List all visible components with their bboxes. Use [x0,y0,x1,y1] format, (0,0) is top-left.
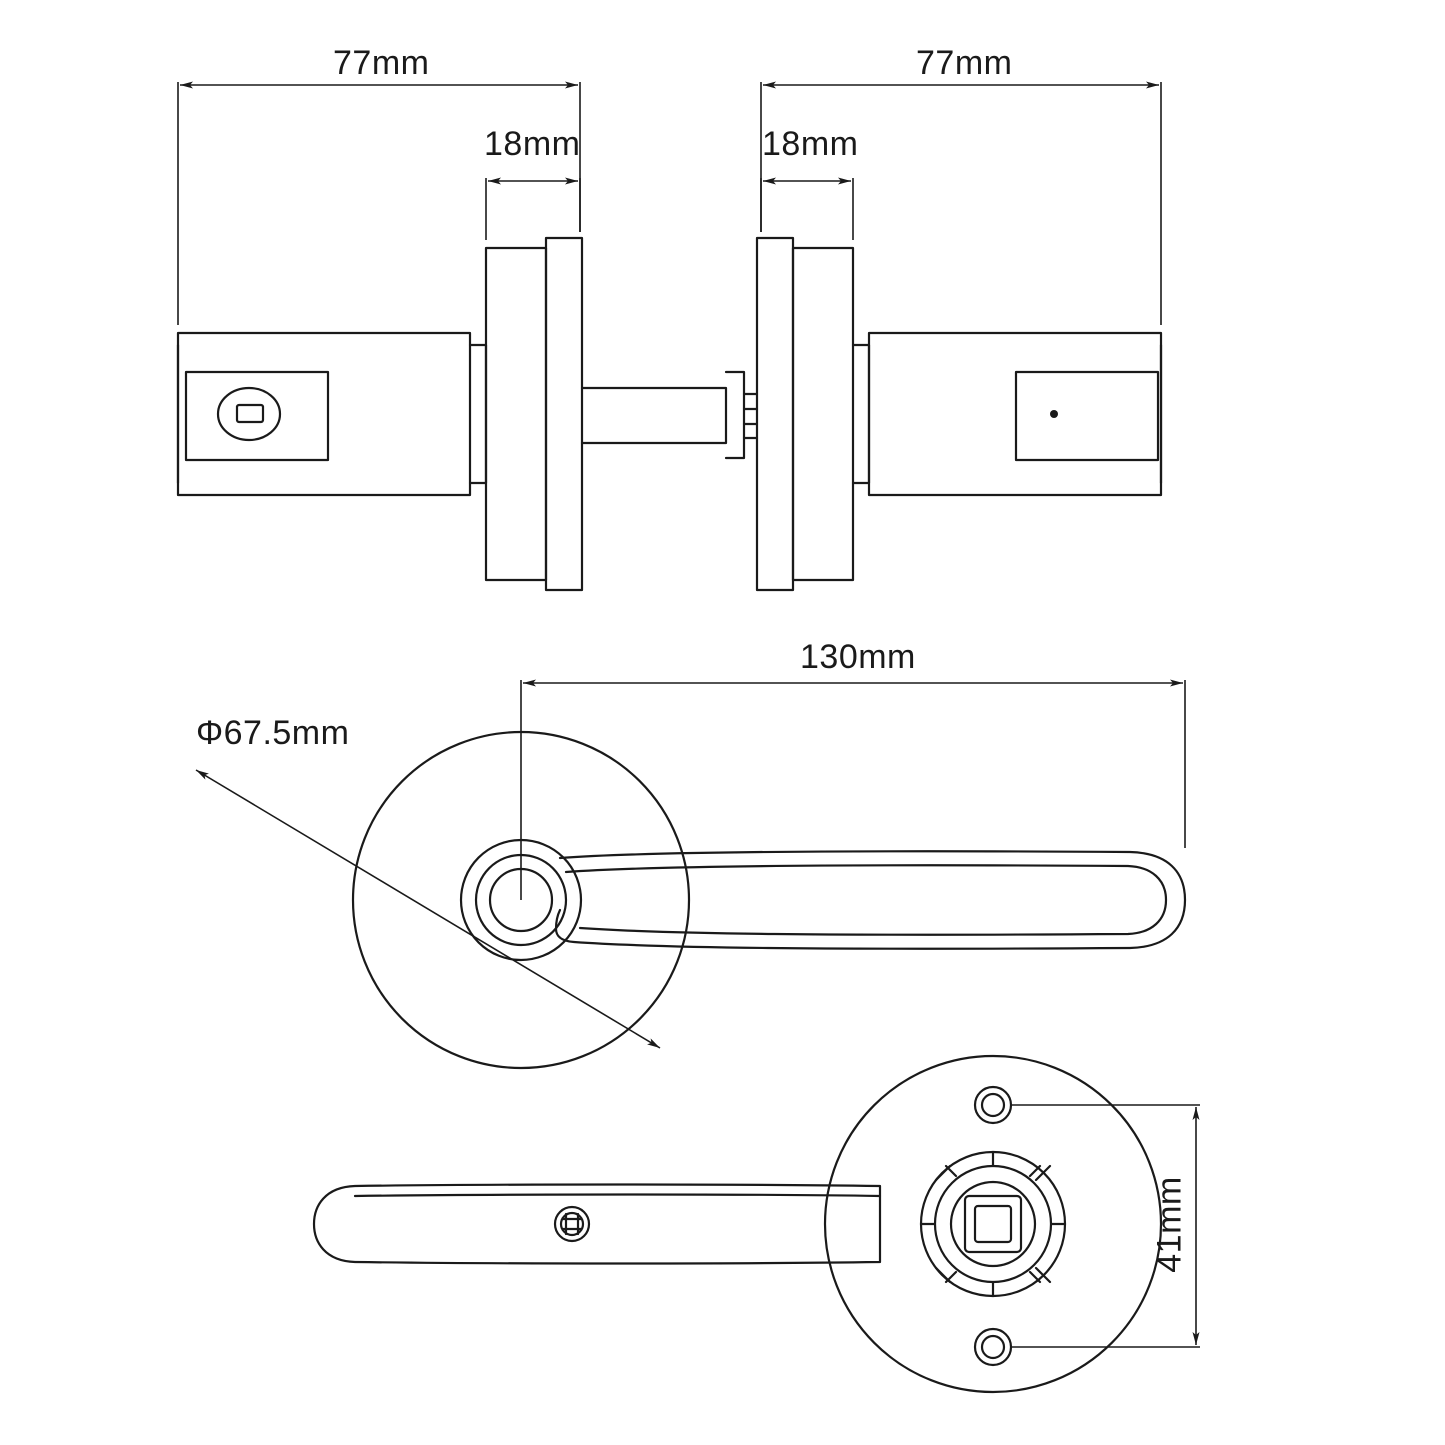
dimension-label-right-width: 77mm [916,44,1013,82]
lever-underside-geometry [314,1185,880,1264]
dimension-label-right-thickness: 18mm [762,125,859,163]
rear-rosette-spindle-geometry [825,1056,1161,1392]
dimension-label-screw-spacing: 41mm [1150,1176,1189,1273]
dimension-label-lever-length: 130mm [800,638,916,676]
dimension-label-rosette-diameter: Φ67.5mm [196,714,350,752]
front-rosette-lever-geometry [353,732,1185,1068]
side-elevation-geometry [178,238,1161,590]
dimension-label-left-thickness: 18mm [484,125,581,163]
side-elevation-dimension-lines [178,82,1161,325]
dimension-label-left-width: 77mm [333,44,430,82]
